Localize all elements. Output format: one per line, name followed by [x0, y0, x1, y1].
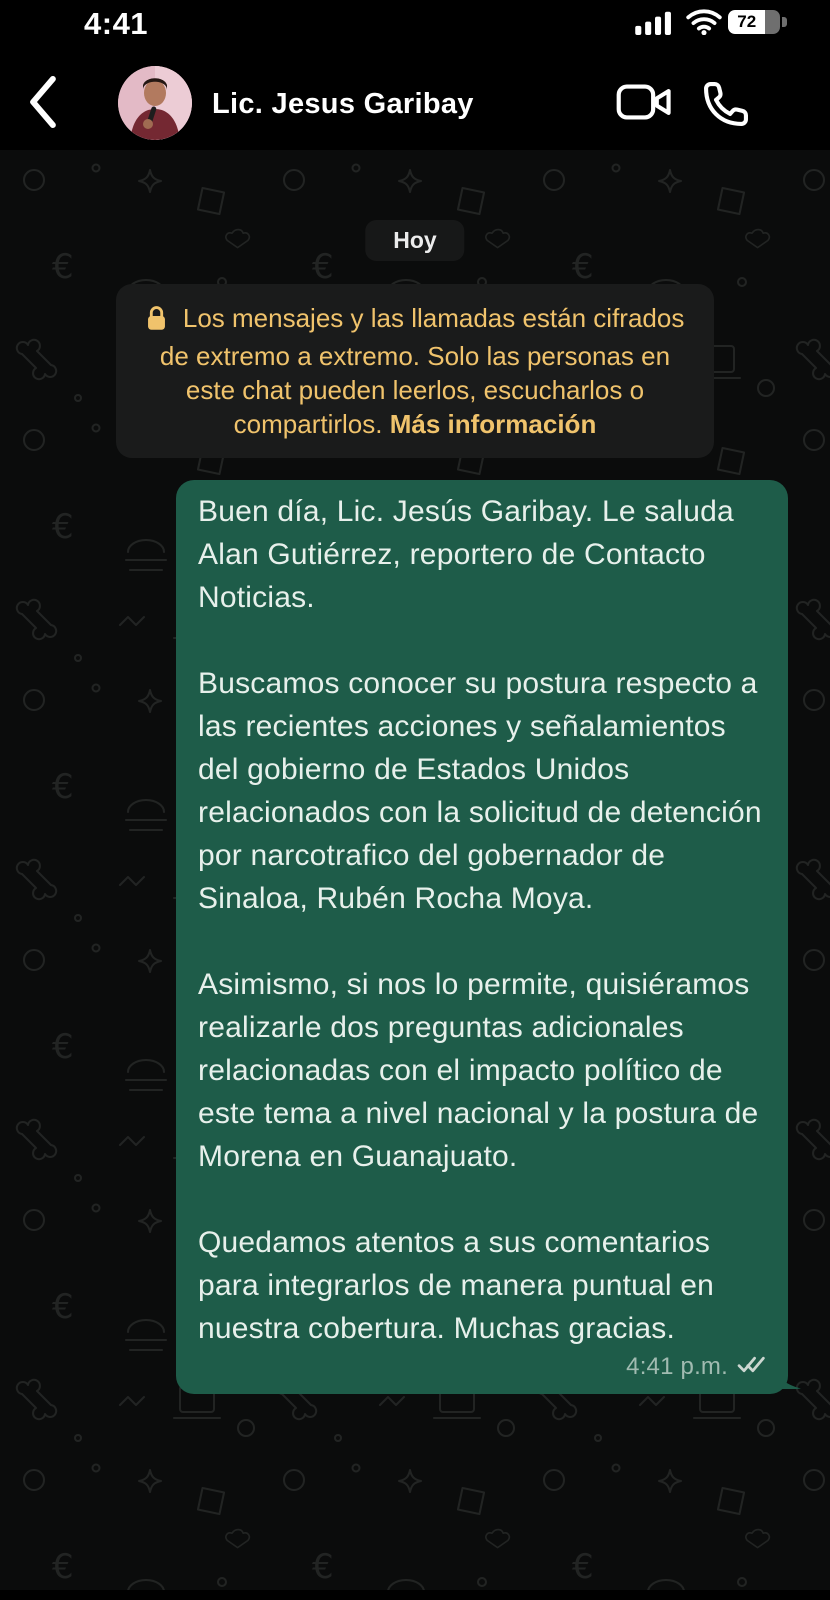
- encryption-notice: [116, 284, 714, 458]
- contact-avatar[interactable]: [118, 66, 192, 140]
- more-info-link[interactable]: Más información: [389, 409, 597, 439]
- lock-icon: [146, 307, 174, 337]
- message-paragraph: Asimismo, si nos lo permite, quisiéramos realizarle dos preguntas adicionales relacionadas con el impacto político de este tema a nivel nacional y la postura de Morena en Guanajuato.: [198, 968, 759, 1173]
- message-paragraph: Buscamos conocer su postura respecto a las recientes acciones y señalamientos del gobierno de Estados Unidos relacionados con la solicitud de detención por narcotrafico del gobernador de Sinaloa, Rubén Rocha Moya.: [198, 667, 762, 915]
- battery-nub: [782, 17, 787, 27]
- battery-percent: 72: [737, 12, 757, 31]
- chat-header: [0, 52, 830, 150]
- contact-name[interactable]: Lic. Jesus Garibay: [212, 88, 474, 120]
- status-bar: [0, 0, 830, 52]
- date-badge: Hoy: [365, 220, 464, 261]
- bottom-edge: [0, 1590, 830, 1600]
- back-button[interactable]: [26, 74, 66, 130]
- outgoing-message-bubble[interactable]: [176, 480, 788, 1394]
- clock-time: 4:41: [84, 6, 149, 41]
- message-timestamp: 4:41 p.m.: [626, 1353, 728, 1380]
- wifi-icon: [686, 9, 722, 40]
- conversation-area: [0, 150, 830, 1600]
- message-paragraph: Quedamos atentos a sus comentarios para integrarlos de manera puntual en nuestra cobertura. Muchas gracias.: [198, 1226, 715, 1345]
- double-check-icon: [737, 1355, 766, 1379]
- encryption-notice-text: Los mensajes y las llamadas están cifrados de extremo a extremo. Solo las personas en este chat pueden leerlos, escucharlos o compartirlos.: [159, 303, 685, 439]
- battery-icon: [728, 10, 780, 34]
- message-meta: [198, 1352, 766, 1382]
- message-paragraph: Buen día, Lic. Jesús Garibay. Le saluda Alan Gutiérrez, reportero de Contacto Noticias.: [198, 495, 734, 614]
- bubble-tail: [773, 1363, 803, 1394]
- video-call-icon[interactable]: [616, 82, 674, 127]
- phone-call-icon[interactable]: [700, 78, 752, 135]
- cellular-signal-icon: [634, 11, 676, 40]
